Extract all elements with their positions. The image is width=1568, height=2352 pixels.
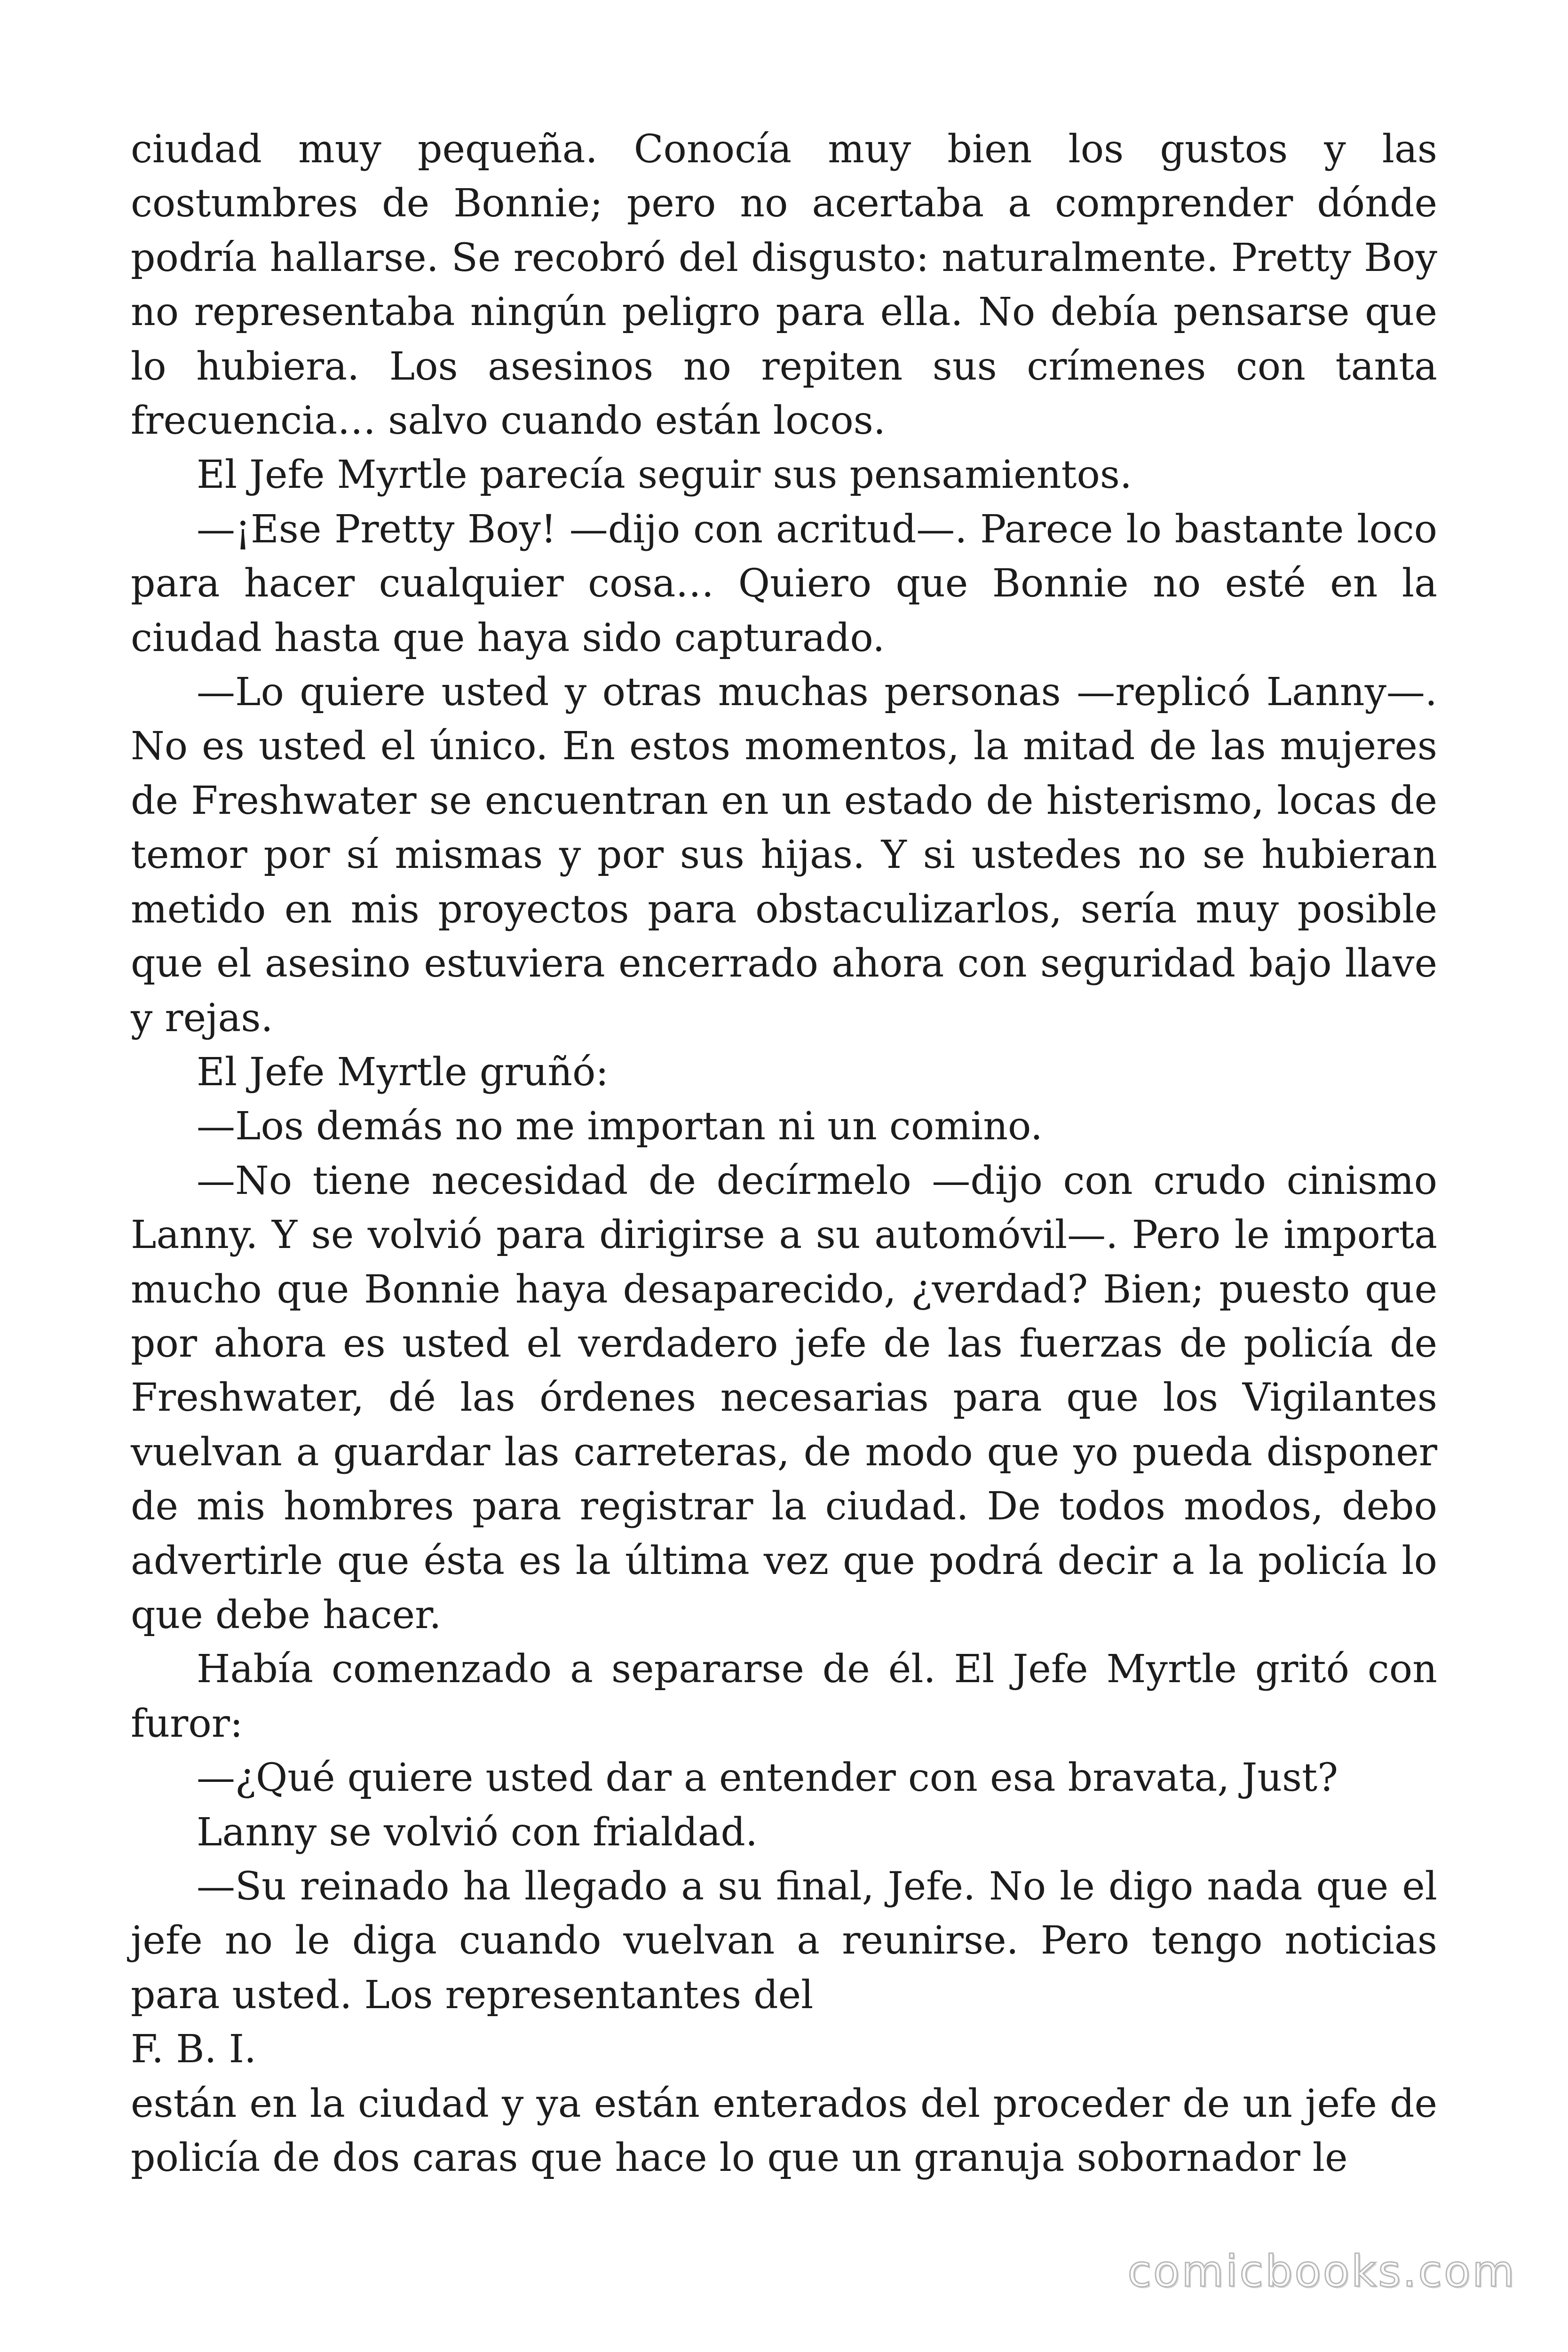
paragraph: —No tiene necesidad de decírmelo —dijo con crudo cinismo Lanny. Y se volvió para dirigirse a su automóvil—. Pero le importa mucho que Bonnie haya desaparecido, ¿verdad? Bien; puesto que por ahora es usted el verdadero jefe de las fuerzas de policía de Freshwater, dé las órdenes necesarias para que los Vigilantes vuelvan a guardar las carreteras, de modo que yo pueda disponer de mis hombres para registrar la ciudad. De todos modos, debo advertirle que ésta es la última vez que podrá decir a la policía lo que debe hacer.: [131, 1158, 1437, 1637]
paragraph: F. B. I.: [131, 2027, 257, 2072]
paragraph: —¿Qué quiere usted dar a entender con esa bravata, Just?: [197, 1756, 1338, 1801]
paragraph: ciudad muy pequeña. Conocía muy bien los gustos y las costumbres de Bonnie; pero no acertaba a comprender dónde podría hallarse. Se recobró del disgusto: naturalmente. Pretty Boy no representaba ningún peligro para ella. No debía pensarse que lo hubiera. Los asesinos no repiten sus crímenes con tanta frecuencia… salvo cuando están locos.: [131, 127, 1437, 444]
paragraph: El Jefe Myrtle parecía seguir sus pensamientos.: [197, 453, 1132, 498]
paragraph: Había comenzado a separarse de él. El Jefe Myrtle gritó con furor:: [131, 1647, 1437, 1746]
watermark: comicbooks.com: [1127, 2246, 1516, 2296]
paragraph: están en la ciudad y ya están enterados del proceder de un jefe de policía de dos caras que hace lo que un granuja sobornador le: [131, 2081, 1437, 2181]
body-text: [131, 122, 1437, 2185]
paragraph: Lanny se volvió con frialdad.: [197, 1810, 758, 1855]
paragraph: —Lo quiere usted y otras muchas personas —replicó Lanny—. No es usted el único. En estos momentos, la mitad de las mujeres de Freshwater se encuentran en un estado de histerismo, locas de temor por sí mismas y por sus hijas. Y si ustedes no se hubieran metido en mis proyectos para obstaculizarlos, sería muy posible que el asesino estuviera encerrado ahora con seguridad bajo llave y rejas.: [131, 670, 1437, 1041]
paragraph: —¡Ese Pretty Boy! —dijo con acritud—. Parece lo bastante loco para hacer cualquier cosa… Quiero que Bonnie no esté en la ciudad hasta que haya sido capturado.: [131, 507, 1437, 660]
paragraph: —Los demás no me importan ni un comino.: [197, 1104, 1043, 1149]
paragraph: El Jefe Myrtle gruñó:: [197, 1049, 609, 1095]
paragraph: —Su reinado ha llegado a su final, Jefe. No le digo nada que el jefe no le diga cuando vuelvan a reunirse. Pero tengo noticias para usted. Los representantes del: [131, 1864, 1437, 2018]
